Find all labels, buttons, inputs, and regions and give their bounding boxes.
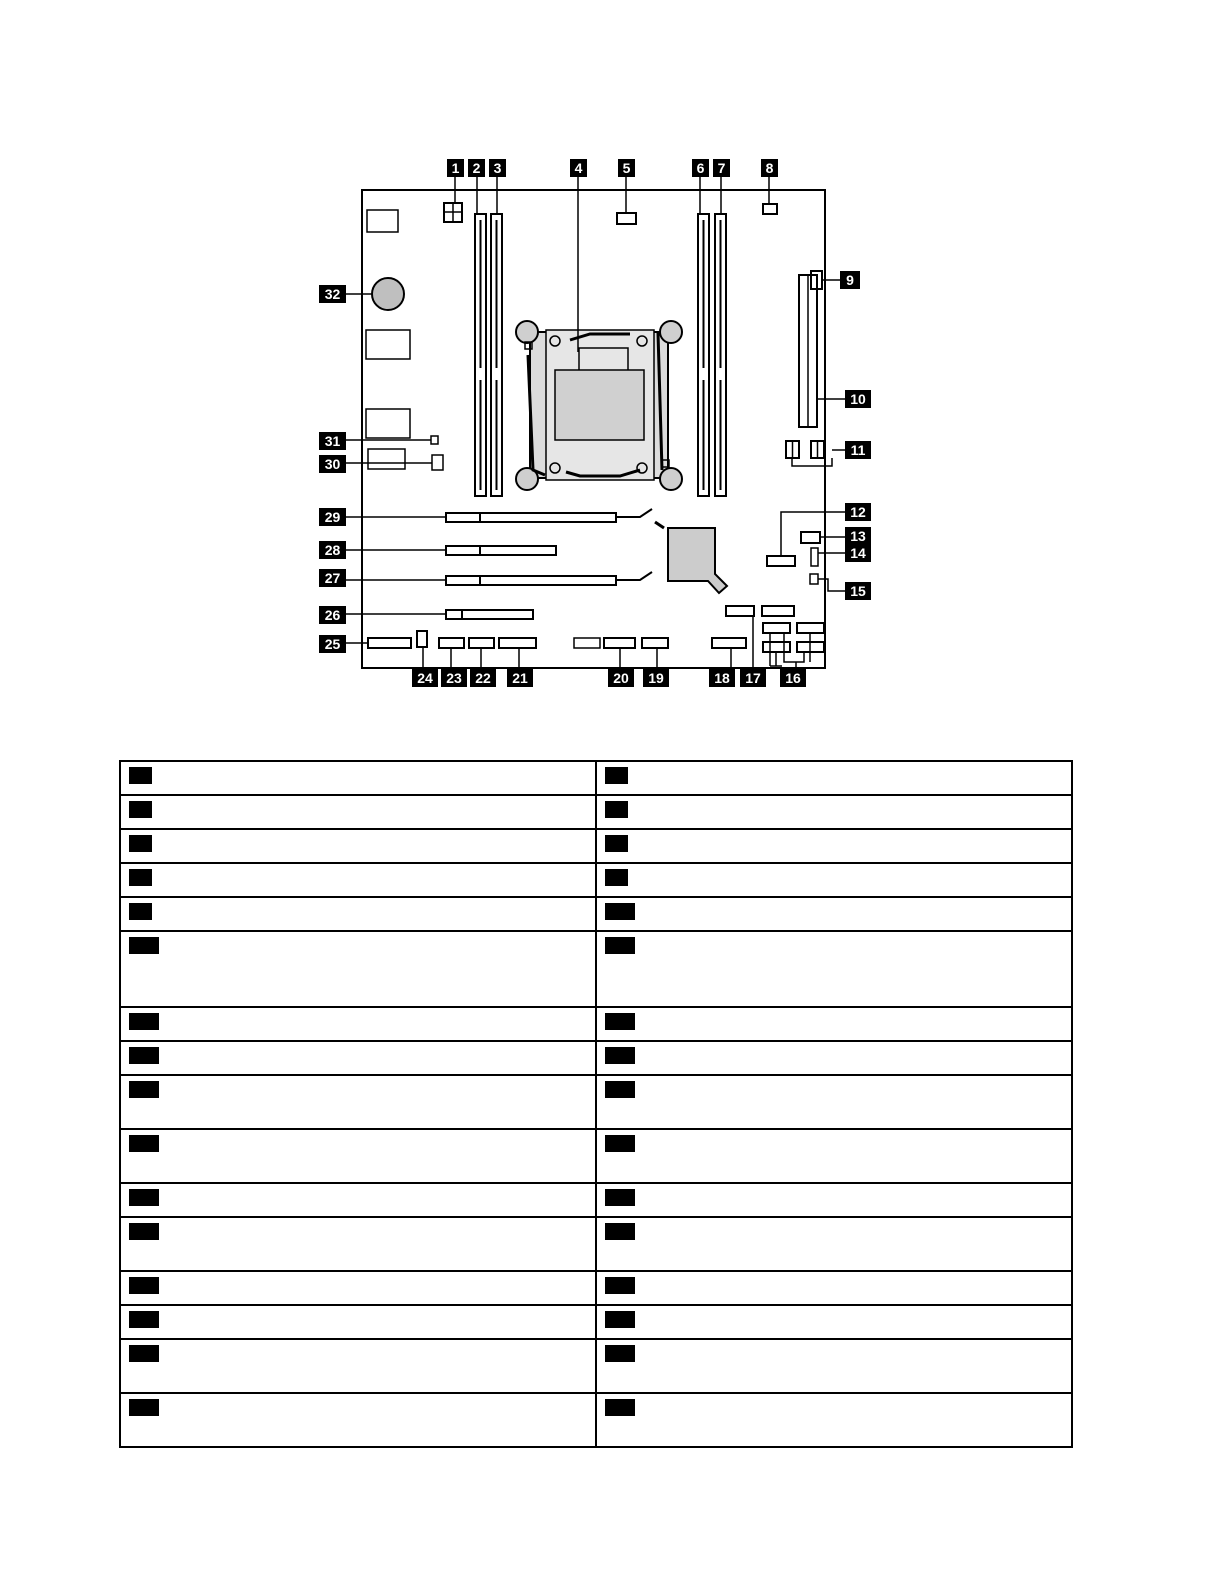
legend-cell-right bbox=[596, 761, 1072, 795]
svg-text:14: 14 bbox=[850, 545, 866, 561]
io-block-bottom bbox=[368, 449, 405, 469]
header-30 bbox=[432, 455, 443, 470]
legend-cell-left bbox=[120, 1075, 596, 1129]
legend-cell-right bbox=[596, 1041, 1072, 1075]
legend-cell-right bbox=[596, 1271, 1072, 1305]
legend-cell-left bbox=[120, 1129, 596, 1183]
callout-28 bbox=[319, 541, 346, 559]
svg-text:31: 31 bbox=[324, 433, 341, 449]
io-block-top bbox=[367, 210, 398, 232]
callout-4 bbox=[570, 159, 587, 177]
callout-13 bbox=[845, 527, 871, 545]
legend-badge bbox=[605, 1189, 635, 1206]
legend-row bbox=[120, 761, 1072, 795]
svg-text:8: 8 bbox=[765, 160, 774, 176]
svg-text:5: 5 bbox=[622, 160, 631, 176]
small-jumper-31 bbox=[431, 436, 438, 444]
sata-16c bbox=[763, 642, 790, 652]
callout-17 bbox=[740, 669, 766, 687]
svg-text:28: 28 bbox=[324, 542, 341, 558]
legend-cell-right bbox=[596, 863, 1072, 897]
legend-badge bbox=[129, 1081, 159, 1098]
legend-row bbox=[120, 897, 1072, 931]
callout-7 bbox=[713, 159, 730, 177]
io-block-mid bbox=[366, 330, 410, 359]
svg-text:32: 32 bbox=[324, 286, 341, 302]
legend-badge bbox=[129, 801, 152, 818]
header-24 bbox=[417, 631, 427, 647]
header-18 bbox=[712, 638, 746, 648]
legend-cell-right bbox=[596, 829, 1072, 863]
connector-14 bbox=[811, 548, 818, 566]
legend-row bbox=[120, 1183, 1072, 1217]
callout-30 bbox=[319, 455, 346, 473]
legend-badge bbox=[129, 1189, 159, 1206]
legend-badge bbox=[605, 1345, 635, 1362]
legend-badge bbox=[605, 767, 628, 784]
chipset-tab bbox=[655, 522, 664, 528]
callout-16 bbox=[780, 669, 806, 687]
legend-cell-right bbox=[596, 1075, 1072, 1129]
memory-slot-2 bbox=[475, 214, 486, 496]
legend-badge bbox=[129, 1345, 159, 1362]
legend-row bbox=[120, 1339, 1072, 1393]
svg-text:11: 11 bbox=[850, 442, 866, 458]
callout-25 bbox=[319, 635, 346, 653]
fan-connector-5 bbox=[617, 213, 636, 224]
legend-row bbox=[120, 1041, 1072, 1075]
header-25 bbox=[368, 638, 411, 648]
memory-slot-6 bbox=[698, 214, 709, 496]
legend-badge bbox=[129, 1047, 159, 1064]
legend-cell-right bbox=[596, 1393, 1072, 1447]
legend-cell-right bbox=[596, 1305, 1072, 1339]
legend-cell-left bbox=[120, 761, 596, 795]
callout-1 bbox=[447, 159, 464, 177]
memory-slot-3 bbox=[491, 214, 502, 496]
legend-badge bbox=[129, 1135, 159, 1152]
legend-row bbox=[120, 863, 1072, 897]
legend-badge bbox=[605, 903, 635, 920]
legend-row bbox=[120, 1129, 1072, 1183]
legend-cell-left bbox=[120, 795, 596, 829]
legend-badge bbox=[129, 767, 152, 784]
connector-15 bbox=[810, 574, 818, 584]
callout-31 bbox=[319, 432, 346, 450]
svg-text:4: 4 bbox=[574, 160, 583, 176]
legend-cell-right bbox=[596, 931, 1072, 1007]
power-connector-10 bbox=[799, 275, 817, 427]
svg-text:18: 18 bbox=[714, 670, 730, 686]
svg-text:19: 19 bbox=[648, 670, 664, 686]
svg-text:2: 2 bbox=[472, 160, 481, 176]
legend-table bbox=[119, 760, 1073, 1448]
legend-row bbox=[120, 1393, 1072, 1447]
legend-badge bbox=[129, 1013, 159, 1030]
svg-text:1: 1 bbox=[451, 160, 460, 176]
legend-row bbox=[120, 829, 1072, 863]
connector-12 bbox=[767, 556, 795, 566]
memory-slot-7 bbox=[715, 214, 726, 496]
callout-12 bbox=[845, 503, 871, 521]
svg-text:21: 21 bbox=[512, 670, 528, 686]
legend-badge bbox=[129, 1277, 159, 1294]
svg-text:7: 7 bbox=[717, 160, 726, 176]
legend-row bbox=[120, 1007, 1072, 1041]
legend-cell-left bbox=[120, 897, 596, 931]
sata-16a bbox=[763, 623, 790, 633]
svg-text:6: 6 bbox=[696, 160, 705, 176]
callout-22 bbox=[470, 669, 496, 687]
svg-text:10: 10 bbox=[850, 391, 866, 407]
legend-cell-left bbox=[120, 1217, 596, 1271]
header-19 bbox=[642, 638, 668, 648]
legend-cell-left bbox=[120, 863, 596, 897]
legend-cell-right bbox=[596, 897, 1072, 931]
legend-row bbox=[120, 1075, 1072, 1129]
legend-row bbox=[120, 931, 1072, 1007]
svg-text:30: 30 bbox=[324, 456, 341, 472]
power-connector-4pin bbox=[444, 203, 462, 222]
legend-badge bbox=[129, 1223, 159, 1240]
connector-13 bbox=[801, 532, 820, 543]
legend-badge bbox=[605, 1135, 635, 1152]
power-connector-11 bbox=[786, 441, 824, 458]
legend-badge bbox=[605, 801, 628, 818]
legend-badge bbox=[129, 1311, 159, 1328]
svg-text:17: 17 bbox=[745, 670, 761, 686]
legend-cell-right bbox=[596, 1007, 1072, 1041]
legend-badge bbox=[605, 835, 628, 852]
sata-16b bbox=[797, 623, 824, 633]
io-block-low bbox=[366, 409, 410, 438]
pcie-slot-27 bbox=[446, 572, 652, 585]
svg-text:22: 22 bbox=[475, 670, 491, 686]
callout-19 bbox=[643, 669, 669, 687]
header-22 bbox=[469, 638, 494, 648]
svg-text:26: 26 bbox=[324, 607, 341, 623]
legend-cell-right bbox=[596, 1339, 1072, 1393]
callout-24 bbox=[412, 669, 438, 687]
legend-badge bbox=[605, 1047, 635, 1064]
legend-badge bbox=[605, 1081, 635, 1098]
legend-row bbox=[120, 1217, 1072, 1271]
legend-badge bbox=[129, 903, 152, 920]
svg-text:12: 12 bbox=[850, 504, 866, 520]
svg-text:24: 24 bbox=[417, 670, 433, 686]
legend-badge bbox=[129, 937, 159, 954]
svg-text:13: 13 bbox=[850, 528, 866, 544]
legend-cell-left bbox=[120, 1271, 596, 1305]
callout-11 bbox=[845, 441, 871, 459]
header-blank bbox=[574, 638, 600, 648]
callout-14 bbox=[845, 544, 871, 562]
svg-text:29: 29 bbox=[324, 509, 341, 525]
svg-text:27: 27 bbox=[324, 570, 341, 586]
legend-cell-right bbox=[596, 795, 1072, 829]
callout-6 bbox=[692, 159, 709, 177]
legend-cell-left bbox=[120, 1393, 596, 1447]
legend-cell-left bbox=[120, 1183, 596, 1217]
legend-badge bbox=[129, 869, 152, 886]
legend-cell-left bbox=[120, 931, 596, 1007]
callout-29 bbox=[319, 508, 346, 526]
legend-badge bbox=[129, 835, 152, 852]
callout-2 bbox=[468, 159, 485, 177]
callout-21 bbox=[507, 669, 533, 687]
sata-17a bbox=[726, 606, 754, 616]
callout-8 bbox=[761, 159, 778, 177]
svg-text:16: 16 bbox=[785, 670, 801, 686]
cpu-socket bbox=[516, 321, 682, 490]
legend-cell-right bbox=[596, 1129, 1072, 1183]
legend-badge bbox=[605, 1223, 635, 1240]
sata-17b bbox=[762, 606, 794, 616]
pcie-slot-28 bbox=[446, 546, 556, 555]
legend-badge bbox=[605, 869, 628, 886]
legend-row bbox=[120, 795, 1072, 829]
header-23 bbox=[439, 638, 464, 648]
svg-text:15: 15 bbox=[850, 583, 866, 599]
callout-23 bbox=[441, 669, 467, 687]
legend-cell-left bbox=[120, 1007, 596, 1041]
legend-badge bbox=[605, 1399, 635, 1416]
legend-badge bbox=[605, 937, 635, 954]
legend-badge bbox=[605, 1013, 635, 1030]
motherboard-diagram bbox=[0, 0, 1225, 740]
svg-text:23: 23 bbox=[446, 670, 462, 686]
legend-badge bbox=[605, 1277, 635, 1294]
callout-27 bbox=[319, 569, 346, 587]
callout-9 bbox=[840, 271, 860, 289]
pcie-slot-29 bbox=[446, 509, 652, 522]
legend-badge bbox=[605, 1311, 635, 1328]
legend-cell-right bbox=[596, 1183, 1072, 1217]
callout-10 bbox=[845, 390, 871, 408]
legend-cell-right bbox=[596, 1217, 1072, 1271]
svg-text:20: 20 bbox=[613, 670, 629, 686]
callout-20 bbox=[608, 669, 634, 687]
header-20 bbox=[604, 638, 635, 648]
callout-15 bbox=[845, 582, 871, 600]
callout-18 bbox=[709, 669, 735, 687]
svg-text:9: 9 bbox=[846, 272, 854, 288]
legend-badge bbox=[129, 1399, 159, 1416]
svg-text:25: 25 bbox=[324, 636, 341, 652]
callout-5 bbox=[618, 159, 635, 177]
pcie-slot-26 bbox=[446, 610, 533, 619]
legend-cell-left bbox=[120, 1041, 596, 1075]
callout-26 bbox=[319, 606, 346, 624]
legend-row bbox=[120, 1305, 1072, 1339]
svg-text:3: 3 bbox=[493, 160, 502, 176]
callout-3 bbox=[489, 159, 506, 177]
battery bbox=[372, 278, 404, 310]
legend-cell-left bbox=[120, 829, 596, 863]
legend-row bbox=[120, 1271, 1072, 1305]
callout-32 bbox=[319, 285, 346, 303]
legend-cell-left bbox=[120, 1339, 596, 1393]
legend-cell-left bbox=[120, 1305, 596, 1339]
header-21 bbox=[499, 638, 536, 648]
connector-8 bbox=[763, 204, 777, 214]
chipset bbox=[668, 528, 727, 593]
